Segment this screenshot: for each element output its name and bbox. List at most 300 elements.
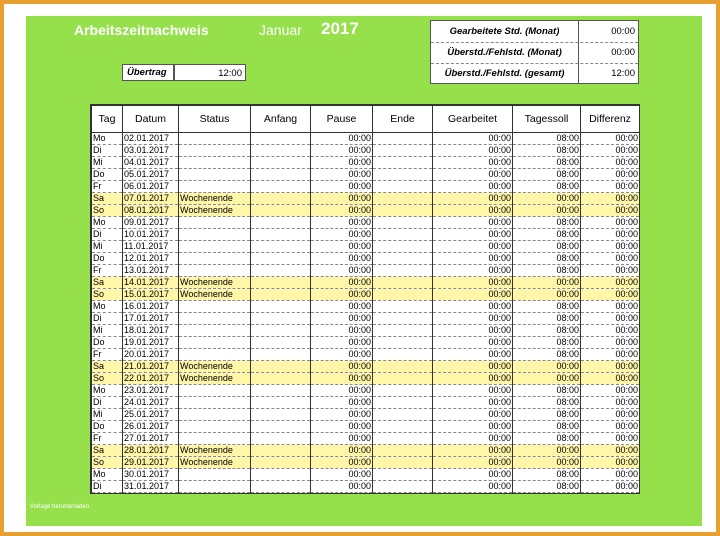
- start-cell[interactable]: [251, 217, 311, 229]
- status-cell[interactable]: [179, 409, 251, 421]
- difference-cell[interactable]: 00:00: [581, 313, 640, 325]
- date-cell[interactable]: 30.01.2017: [123, 469, 179, 481]
- end-cell[interactable]: [373, 469, 433, 481]
- break-cell[interactable]: 00:00: [311, 253, 373, 265]
- target-cell[interactable]: 08:00: [513, 301, 581, 313]
- status-cell[interactable]: [179, 325, 251, 337]
- end-cell[interactable]: [373, 457, 433, 469]
- end-cell[interactable]: [373, 385, 433, 397]
- date-cell[interactable]: 19.01.2017: [123, 337, 179, 349]
- status-cell[interactable]: [179, 469, 251, 481]
- end-cell[interactable]: [373, 373, 433, 385]
- status-cell[interactable]: [179, 433, 251, 445]
- status-cell[interactable]: [179, 397, 251, 409]
- target-cell[interactable]: 08:00: [513, 433, 581, 445]
- status-cell[interactable]: [179, 265, 251, 277]
- table-row: [92, 229, 640, 241]
- worked-cell[interactable]: 00:00: [433, 469, 513, 481]
- day-cell[interactable]: Mo: [92, 469, 123, 481]
- date-cell[interactable]: 07.01.2017: [123, 193, 179, 205]
- difference-cell[interactable]: 00:00: [581, 205, 640, 217]
- table-row: [92, 241, 640, 253]
- date-cell[interactable]: 02.01.2017: [123, 133, 179, 145]
- status-cell[interactable]: [179, 349, 251, 361]
- summary-value-cell[interactable]: 12:00: [611, 68, 635, 79]
- break-cell[interactable]: 00:00: [311, 289, 373, 301]
- worked-cell[interactable]: 00:00: [433, 385, 513, 397]
- difference-cell[interactable]: 00:00: [581, 289, 640, 301]
- start-cell[interactable]: [251, 253, 311, 265]
- status-cell[interactable]: [179, 481, 251, 493]
- year-label: 2017: [321, 19, 359, 38]
- end-cell[interactable]: [373, 301, 433, 313]
- date-cell[interactable]: 17.01.2017: [123, 313, 179, 325]
- target-cell[interactable]: 08:00: [513, 421, 581, 433]
- start-cell[interactable]: [251, 361, 311, 373]
- difference-cell[interactable]: 00:00: [581, 325, 640, 337]
- date-cell[interactable]: 28.01.2017: [123, 445, 179, 457]
- difference-cell[interactable]: 00:00: [581, 157, 640, 169]
- day-cell[interactable]: Fr: [92, 433, 123, 445]
- target-cell[interactable]: 08:00: [513, 313, 581, 325]
- end-cell[interactable]: [373, 289, 433, 301]
- break-cell[interactable]: 00:00: [311, 301, 373, 313]
- break-cell[interactable]: 00:00: [311, 385, 373, 397]
- day-cell[interactable]: Do: [92, 169, 123, 181]
- worked-cell[interactable]: 00:00: [433, 337, 513, 349]
- worked-cell[interactable]: 00:00: [433, 349, 513, 361]
- day-cell[interactable]: Di: [92, 397, 123, 409]
- status-cell[interactable]: [179, 301, 251, 313]
- summary-row-overtime-total: [431, 63, 638, 84]
- date-cell[interactable]: 31.01.2017: [123, 481, 179, 493]
- day-cell[interactable]: Fr: [92, 181, 123, 193]
- status-cell[interactable]: Wochenende: [179, 193, 251, 205]
- difference-cell[interactable]: 00:00: [581, 265, 640, 277]
- target-cell[interactable]: 08:00: [513, 217, 581, 229]
- date-cell[interactable]: 23.01.2017: [123, 385, 179, 397]
- day-cell[interactable]: Mi: [92, 241, 123, 253]
- worked-cell[interactable]: 00:00: [433, 361, 513, 373]
- end-cell[interactable]: [373, 349, 433, 361]
- start-cell[interactable]: [251, 325, 311, 337]
- date-cell[interactable]: 05.01.2017: [123, 169, 179, 181]
- date-cell[interactable]: 12.01.2017: [123, 253, 179, 265]
- date-cell[interactable]: 24.01.2017: [123, 397, 179, 409]
- difference-cell[interactable]: 00:00: [581, 397, 640, 409]
- target-cell[interactable]: 08:00: [513, 349, 581, 361]
- date-cell[interactable]: 20.01.2017: [123, 349, 179, 361]
- target-cell[interactable]: 00:00: [513, 193, 581, 205]
- target-cell[interactable]: 00:00: [513, 289, 581, 301]
- target-cell[interactable]: 08:00: [513, 229, 581, 241]
- start-cell[interactable]: [251, 169, 311, 181]
- column-header[interactable]: Differenz: [581, 106, 640, 133]
- status-cell[interactable]: Wochenende: [179, 289, 251, 301]
- date-cell[interactable]: 25.01.2017: [123, 409, 179, 421]
- difference-cell[interactable]: 00:00: [581, 241, 640, 253]
- day-cell[interactable]: Di: [92, 229, 123, 241]
- end-cell[interactable]: [373, 421, 433, 433]
- day-cell[interactable]: Mi: [92, 157, 123, 169]
- end-cell[interactable]: [373, 241, 433, 253]
- worked-cell[interactable]: 00:00: [433, 145, 513, 157]
- status-cell[interactable]: [179, 421, 251, 433]
- start-cell[interactable]: [251, 229, 311, 241]
- table-row: [92, 433, 640, 445]
- day-cell[interactable]: Mi: [92, 325, 123, 337]
- status-cell[interactable]: Wochenende: [179, 457, 251, 469]
- break-cell[interactable]: 00:00: [311, 397, 373, 409]
- break-cell[interactable]: 00:00: [311, 373, 373, 385]
- target-cell[interactable]: 08:00: [513, 397, 581, 409]
- break-cell[interactable]: 00:00: [311, 349, 373, 361]
- day-cell[interactable]: So: [92, 373, 123, 385]
- end-cell[interactable]: [373, 325, 433, 337]
- target-cell[interactable]: 08:00: [513, 133, 581, 145]
- worked-cell[interactable]: 00:00: [433, 445, 513, 457]
- target-cell[interactable]: 08:00: [513, 265, 581, 277]
- start-cell[interactable]: [251, 301, 311, 313]
- table-row: [92, 217, 640, 229]
- end-cell[interactable]: [373, 337, 433, 349]
- table-row: [92, 265, 640, 277]
- worked-cell[interactable]: 00:00: [433, 325, 513, 337]
- day-cell[interactable]: So: [92, 205, 123, 217]
- start-cell[interactable]: [251, 433, 311, 445]
- start-cell[interactable]: [251, 193, 311, 205]
- date-cell[interactable]: 16.01.2017: [123, 301, 179, 313]
- difference-cell[interactable]: 00:00: [581, 373, 640, 385]
- date-cell[interactable]: 22.01.2017: [123, 373, 179, 385]
- day-cell[interactable]: Sa: [92, 193, 123, 205]
- break-cell[interactable]: 00:00: [311, 265, 373, 277]
- start-cell[interactable]: [251, 313, 311, 325]
- table-row: [92, 133, 640, 145]
- date-cell[interactable]: 14.01.2017: [123, 277, 179, 289]
- column-header[interactable]: Anfang: [251, 106, 311, 133]
- difference-cell[interactable]: 00:00: [581, 181, 640, 193]
- difference-cell[interactable]: 00:00: [581, 433, 640, 445]
- status-cell[interactable]: [179, 313, 251, 325]
- table-row-weekend: [92, 289, 640, 301]
- date-cell[interactable]: 04.01.2017: [123, 157, 179, 169]
- break-cell[interactable]: 00:00: [311, 277, 373, 289]
- target-cell[interactable]: 00:00: [513, 205, 581, 217]
- target-cell[interactable]: 00:00: [513, 457, 581, 469]
- start-cell[interactable]: [251, 445, 311, 457]
- break-cell[interactable]: 00:00: [311, 181, 373, 193]
- break-cell[interactable]: 00:00: [311, 433, 373, 445]
- target-cell[interactable]: 08:00: [513, 157, 581, 169]
- day-cell[interactable]: Fr: [92, 265, 123, 277]
- difference-cell[interactable]: 00:00: [581, 445, 640, 457]
- status-cell[interactable]: [179, 337, 251, 349]
- date-cell[interactable]: 13.01.2017: [123, 265, 179, 277]
- worked-cell[interactable]: 00:00: [433, 181, 513, 193]
- target-cell[interactable]: 00:00: [513, 445, 581, 457]
- status-cell[interactable]: [179, 157, 251, 169]
- day-cell[interactable]: Mo: [92, 301, 123, 313]
- date-cell[interactable]: 26.01.2017: [123, 421, 179, 433]
- difference-cell[interactable]: 00:00: [581, 145, 640, 157]
- day-cell[interactable]: So: [92, 289, 123, 301]
- target-cell[interactable]: 08:00: [513, 385, 581, 397]
- target-cell[interactable]: 08:00: [513, 481, 581, 493]
- start-cell[interactable]: [251, 205, 311, 217]
- break-cell[interactable]: 00:00: [311, 145, 373, 157]
- target-cell[interactable]: 08:00: [513, 181, 581, 193]
- worked-cell[interactable]: 00:00: [433, 289, 513, 301]
- start-cell[interactable]: [251, 265, 311, 277]
- worked-cell[interactable]: 00:00: [433, 193, 513, 205]
- column-header[interactable]: Datum: [123, 106, 179, 133]
- status-cell[interactable]: [179, 253, 251, 265]
- difference-cell[interactable]: 00:00: [581, 277, 640, 289]
- end-cell[interactable]: [373, 361, 433, 373]
- target-cell[interactable]: 08:00: [513, 169, 581, 181]
- status-cell[interactable]: [179, 385, 251, 397]
- break-cell[interactable]: 00:00: [311, 193, 373, 205]
- worked-cell[interactable]: 00:00: [433, 229, 513, 241]
- date-cell[interactable]: 29.01.2017: [123, 457, 179, 469]
- worked-cell[interactable]: 00:00: [433, 481, 513, 493]
- day-cell[interactable]: Mi: [92, 409, 123, 421]
- date-cell[interactable]: 15.01.2017: [123, 289, 179, 301]
- worked-cell[interactable]: 00:00: [433, 169, 513, 181]
- target-cell[interactable]: 00:00: [513, 361, 581, 373]
- difference-cell[interactable]: 00:00: [581, 301, 640, 313]
- day-cell[interactable]: Do: [92, 337, 123, 349]
- day-cell[interactable]: Fr: [92, 349, 123, 361]
- month-label: Januar: [259, 22, 302, 38]
- end-cell[interactable]: [373, 409, 433, 421]
- difference-cell[interactable]: 00:00: [581, 133, 640, 145]
- end-cell[interactable]: [373, 193, 433, 205]
- summary-value-cell[interactable]: 00:00: [611, 26, 635, 37]
- date-cell[interactable]: 10.01.2017: [123, 229, 179, 241]
- break-cell[interactable]: 00:00: [311, 241, 373, 253]
- day-cell[interactable]: Di: [92, 145, 123, 157]
- start-cell[interactable]: [251, 241, 311, 253]
- break-cell[interactable]: 00:00: [311, 457, 373, 469]
- start-cell[interactable]: [251, 181, 311, 193]
- end-cell[interactable]: [373, 265, 433, 277]
- difference-cell[interactable]: 00:00: [581, 421, 640, 433]
- target-cell[interactable]: 00:00: [513, 373, 581, 385]
- footer-note: Vorlage herunterladen: [30, 504, 90, 510]
- date-cell[interactable]: 11.01.2017: [123, 241, 179, 253]
- summary-value-cell[interactable]: 00:00: [611, 47, 635, 58]
- target-cell[interactable]: 00:00: [513, 277, 581, 289]
- table-row: [92, 157, 640, 169]
- difference-cell[interactable]: 00:00: [581, 409, 640, 421]
- end-cell[interactable]: [373, 277, 433, 289]
- column-header[interactable]: Gearbeitet: [433, 106, 513, 133]
- worked-cell[interactable]: 00:00: [433, 241, 513, 253]
- status-cell[interactable]: Wochenende: [179, 277, 251, 289]
- table-row: [92, 325, 640, 337]
- start-cell[interactable]: [251, 409, 311, 421]
- target-cell[interactable]: 08:00: [513, 337, 581, 349]
- difference-cell[interactable]: 00:00: [581, 457, 640, 469]
- status-cell[interactable]: [179, 217, 251, 229]
- break-cell[interactable]: 00:00: [311, 361, 373, 373]
- status-cell[interactable]: [179, 181, 251, 193]
- start-cell[interactable]: [251, 157, 311, 169]
- column-header[interactable]: Status: [179, 106, 251, 133]
- date-cell[interactable]: 06.01.2017: [123, 181, 179, 193]
- column-header[interactable]: Pause: [311, 106, 373, 133]
- difference-cell[interactable]: 00:00: [581, 481, 640, 493]
- carry-over-value-cell[interactable]: 12:00: [174, 64, 246, 81]
- column-header[interactable]: Ende: [373, 106, 433, 133]
- end-cell[interactable]: [373, 217, 433, 229]
- start-cell[interactable]: [251, 373, 311, 385]
- start-cell[interactable]: [251, 481, 311, 493]
- break-cell[interactable]: 00:00: [311, 157, 373, 169]
- status-cell[interactable]: Wochenende: [179, 361, 251, 373]
- day-cell[interactable]: Mo: [92, 385, 123, 397]
- worked-cell[interactable]: 00:00: [433, 421, 513, 433]
- worked-cell[interactable]: 00:00: [433, 133, 513, 145]
- break-cell[interactable]: 00:00: [311, 481, 373, 493]
- break-cell[interactable]: 00:00: [311, 217, 373, 229]
- day-cell[interactable]: Mo: [92, 217, 123, 229]
- break-cell[interactable]: 00:00: [311, 337, 373, 349]
- worked-cell[interactable]: 00:00: [433, 313, 513, 325]
- status-cell[interactable]: [179, 169, 251, 181]
- end-cell[interactable]: [373, 253, 433, 265]
- difference-cell[interactable]: 00:00: [581, 385, 640, 397]
- day-cell[interactable]: Sa: [92, 361, 123, 373]
- start-cell[interactable]: [251, 349, 311, 361]
- status-cell[interactable]: [179, 133, 251, 145]
- end-cell[interactable]: [373, 169, 433, 181]
- target-cell[interactable]: 08:00: [513, 253, 581, 265]
- day-cell[interactable]: So: [92, 457, 123, 469]
- worked-cell[interactable]: 00:00: [433, 457, 513, 469]
- day-cell[interactable]: Do: [92, 253, 123, 265]
- day-cell[interactable]: Do: [92, 421, 123, 433]
- column-header[interactable]: Tagessoll: [513, 106, 581, 133]
- difference-cell[interactable]: 00:00: [581, 193, 640, 205]
- break-cell[interactable]: 00:00: [311, 421, 373, 433]
- end-cell[interactable]: [373, 433, 433, 445]
- table-row: [92, 421, 640, 433]
- table-body: [92, 133, 640, 493]
- difference-cell[interactable]: 00:00: [581, 217, 640, 229]
- end-cell[interactable]: [373, 397, 433, 409]
- status-cell[interactable]: Wochenende: [179, 373, 251, 385]
- date-cell[interactable]: 03.01.2017: [123, 145, 179, 157]
- start-cell[interactable]: [251, 289, 311, 301]
- break-cell[interactable]: 00:00: [311, 445, 373, 457]
- worked-cell[interactable]: 00:00: [433, 265, 513, 277]
- target-cell[interactable]: 08:00: [513, 469, 581, 481]
- day-cell[interactable]: Mo: [92, 133, 123, 145]
- status-cell[interactable]: [179, 229, 251, 241]
- difference-cell[interactable]: 00:00: [581, 349, 640, 361]
- break-cell[interactable]: 00:00: [311, 409, 373, 421]
- worked-cell[interactable]: 00:00: [433, 253, 513, 265]
- status-cell[interactable]: Wochenende: [179, 205, 251, 217]
- break-cell[interactable]: 00:00: [311, 205, 373, 217]
- break-cell[interactable]: 00:00: [311, 313, 373, 325]
- start-cell[interactable]: [251, 469, 311, 481]
- worked-cell[interactable]: 00:00: [433, 301, 513, 313]
- day-cell[interactable]: Sa: [92, 445, 123, 457]
- target-cell[interactable]: 08:00: [513, 325, 581, 337]
- start-cell[interactable]: [251, 277, 311, 289]
- worked-cell[interactable]: 00:00: [433, 433, 513, 445]
- date-cell[interactable]: 27.01.2017: [123, 433, 179, 445]
- start-cell[interactable]: [251, 145, 311, 157]
- day-cell[interactable]: Sa: [92, 277, 123, 289]
- worked-cell[interactable]: 00:00: [433, 397, 513, 409]
- date-cell[interactable]: 08.01.2017: [123, 205, 179, 217]
- status-cell[interactable]: [179, 145, 251, 157]
- target-cell[interactable]: 08:00: [513, 241, 581, 253]
- break-cell[interactable]: 00:00: [311, 325, 373, 337]
- start-cell[interactable]: [251, 133, 311, 145]
- date-cell[interactable]: 09.01.2017: [123, 217, 179, 229]
- start-cell[interactable]: [251, 337, 311, 349]
- difference-cell[interactable]: 00:00: [581, 229, 640, 241]
- target-cell[interactable]: 08:00: [513, 145, 581, 157]
- break-cell[interactable]: 00:00: [311, 133, 373, 145]
- start-cell[interactable]: [251, 385, 311, 397]
- end-cell[interactable]: [373, 481, 433, 493]
- break-cell[interactable]: 00:00: [311, 469, 373, 481]
- start-cell[interactable]: [251, 421, 311, 433]
- worked-cell[interactable]: 00:00: [433, 277, 513, 289]
- date-cell[interactable]: 21.01.2017: [123, 361, 179, 373]
- status-cell[interactable]: [179, 241, 251, 253]
- end-cell[interactable]: [373, 157, 433, 169]
- end-cell[interactable]: [373, 145, 433, 157]
- column-header[interactable]: Tag: [92, 106, 123, 133]
- page-title: Arbeitszeitnachweis: [74, 22, 209, 38]
- difference-cell[interactable]: 00:00: [581, 253, 640, 265]
- start-cell[interactable]: [251, 457, 311, 469]
- end-cell[interactable]: [373, 205, 433, 217]
- worked-cell[interactable]: 00:00: [433, 217, 513, 229]
- status-cell[interactable]: Wochenende: [179, 445, 251, 457]
- worked-cell[interactable]: 00:00: [433, 205, 513, 217]
- day-cell[interactable]: Di: [92, 313, 123, 325]
- worked-cell[interactable]: 00:00: [433, 409, 513, 421]
- worked-cell[interactable]: 00:00: [433, 373, 513, 385]
- break-cell[interactable]: 00:00: [311, 169, 373, 181]
- end-cell[interactable]: [373, 313, 433, 325]
- difference-cell[interactable]: 00:00: [581, 169, 640, 181]
- target-cell[interactable]: 08:00: [513, 409, 581, 421]
- difference-cell[interactable]: 00:00: [581, 337, 640, 349]
- table-row: [92, 253, 640, 265]
- difference-cell[interactable]: 00:00: [581, 361, 640, 373]
- date-cell[interactable]: 18.01.2017: [123, 325, 179, 337]
- worked-cell[interactable]: 00:00: [433, 157, 513, 169]
- end-cell[interactable]: [373, 229, 433, 241]
- start-cell[interactable]: [251, 397, 311, 409]
- difference-cell[interactable]: 00:00: [581, 469, 640, 481]
- day-cell[interactable]: Di: [92, 481, 123, 493]
- end-cell[interactable]: [373, 181, 433, 193]
- break-cell[interactable]: 00:00: [311, 229, 373, 241]
- end-cell[interactable]: [373, 445, 433, 457]
- end-cell[interactable]: [373, 133, 433, 145]
